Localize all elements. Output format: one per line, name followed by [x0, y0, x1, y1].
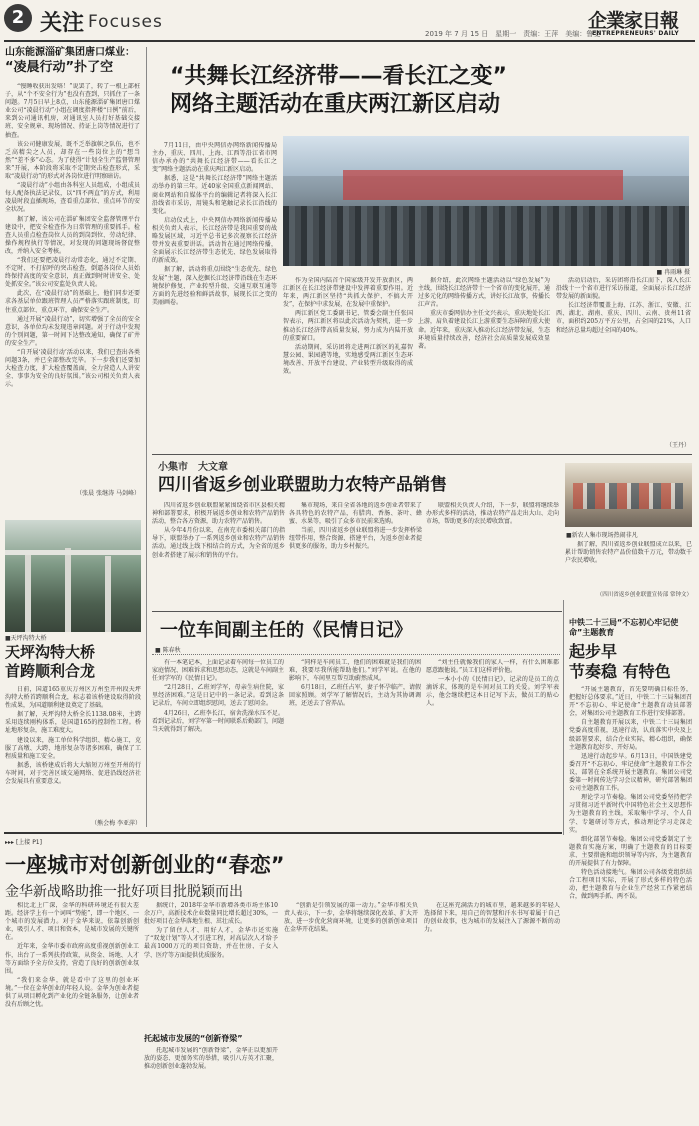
paragraph: 长江经济带覆盖上海、江苏、浙江、安徽、江西、湖北、湖南、重庆、四川、云南、贵州11省市，面积约205万平方公里，占全国的21%，人口和经济总量均超过全国的40%。: [556, 302, 691, 334]
sichuan-byline: （四川省返乡创业联盟宣传部 常钟文）: [596, 592, 692, 598]
column-divider: [146, 47, 147, 827]
section-rule: [152, 611, 562, 612]
bottom-col2: [144, 902, 278, 1002]
section-title: 关注: [40, 11, 85, 36]
left-article-byline: （张晨 张继涛 马剑峰）: [76, 490, 140, 497]
paragraph: 为了留住人才、用好人才，金华市还实施了“双龙计划”等人才引进工程，对高层次人才给予最高1000万元的项目资助，并在住房、子女入学、医疗等方面提供优质服务。: [144, 927, 278, 959]
paragraph: 4月26日，乙班李长江，宿舍洗澡水压不足。看到记录后，刘学军第一时间联系后勤部门，问题当天就得到了解决。: [152, 709, 284, 733]
right-article-title-line1: 起步早: [569, 642, 618, 661]
paragraph: 活动启动后，采访团将沿长江而下，深入长江沿线十一个省市进行采访报道，全面展示长江经济带发展的新面貌。: [556, 277, 691, 301]
paragraph: 日前，国道165重庆万州区万州至开州段天坪沟特大桥首跨顺利合龙，标志着该桥建设取得阶段性成果，为国道顺利建设奠定了基础。: [5, 686, 141, 710]
dotted-rule: [152, 654, 560, 655]
paragraph: “开展主题教育，首先要明确目标任务，把握好总体要求。”近日，中铁二十三局集团召开“不忘初心、牢记使命”主题教育动员部署会，对集团公司主题教育工作进行安排部署。: [569, 686, 692, 718]
paragraph: 据悉，该桥建成后将大大缩短万州至开州的行车时间，对于完善区域交通网络、促进沿线经济社会发展具有重要意义。: [5, 761, 141, 786]
sichuan-side-text: [565, 541, 692, 585]
section-rule: [152, 454, 692, 455]
paragraph: 7月11日，由中央网信办网络新闻传播局主办，重庆、四川、上海、江西等沿江省市网信办承办的“共舞长江经济带——看长江之变”网络主题活动在重庆两江新区启动。: [152, 142, 277, 174]
bottom-col4: [424, 902, 560, 1120]
left-article: [5, 47, 140, 512]
bridge-photo: [5, 520, 141, 632]
paragraph: 细化部署节奏稳。集团公司党委制定了主题教育实施方案，明确了主题教育的目标要求、主要措施和组织领导等内容，为主题教育的开展提供了有力保障。: [569, 835, 692, 867]
paragraph: 据了解，活动将重点围绕“生态优先、绿色发展”主题，深入挖掘长江经济带沿线在生态环境保护修复、产业转型升级、交通互联互通等方面的先进经验和鲜活故事，展现长江之变的美丽画卷。: [152, 266, 277, 306]
paragraph: “自开展‘凌晨行动’活动以来，我们已查出各类问题3条，并已全部整改完毕。下一步我们还要加大检查力度，扩大检查覆盖面，全力营造人人讲安全、事事为安全的良好氛围。”该公司相关负责人表示。: [5, 349, 140, 389]
column-divider: [563, 600, 564, 835]
paragraph: 重庆市委网信办主任文兴表示，重庆地处长江上游，肩负着建设长江上游重要生态屏障的重大使命。近年来，重庆深入推动长江经济带发展，生态环境质量持续改善，经济社会高质量发展成效显著。: [418, 310, 550, 350]
paragraph: 自主题教育开展以来，中铁二十三局集团党委高度重视，迅速行动，认真落实中央及上级部署要求，结合企业实际，精心组织，确保主题教育起好步、开好局。: [569, 719, 692, 751]
sichuan-col2: [289, 502, 422, 607]
paragraph: 该公司健康发展，既不乏举旗帜之队伍，也不乏高精尖之人员，却存在一些岗位上的“想当然”“差不多”心态。为了使得“计划全生产监督管理来”开展，本阶段将采取不定期突击检查形式，采取“凌晨行动”的形式对各岗位进行明察暗访。: [5, 140, 140, 181]
paragraph: 四川省返乡创业联盟紧紧围绕省市区县相关精神和部署要求，积极开展返乡创业和农特产品销售活动，整合各方资源，助力农特产品销售。: [152, 502, 285, 526]
paragraph: 在这座充满活力的城市里，越来越多的年轻人选择留下来，用自己的智慧和汗水书写着属于自己的创业故事，也为城市的发展注入了源源不断的动力。: [424, 902, 560, 934]
paragraph: 通过开展“凌晨行动”，切实增强了全员的安全意识，各单位均未发现违章问题。对于行动中发现的个别问题，第一时间下达整改通知，确保了矿井的安全生产。: [5, 315, 140, 347]
paragraph: “我们还要把凌晨行动常态化，通过不定期、不定时、不打招呼的突击检查，倒逼各岗位人员始终保持高度的安全意识，真正做到时时讲安全、处处抓安全。”该公司安监处负责人说。: [5, 256, 140, 289]
diary-title: 一位车间副主任的《民情日记》: [160, 620, 412, 641]
paragraph: 近年来，金华市委市政府高度重视创新创业工作，出台了一系列扶持政策，从资金、场地、人才等方面给予全方位支持，营造了良好的创新创业氛围。: [5, 943, 139, 975]
bridge-body: [5, 686, 141, 816]
paragraph: 据统计，2018年金华市新增各类市场主体10余万户，高新技术企业数量同比增长超过30%，一批好项目在金华落地生根、茁壮成长。: [144, 902, 278, 926]
paragraph: 两江新区党工委副书记、管委会副主任张国智表示，两江新区将以此次活动为契机，进一步推动长江经济带高质量发展，努力成为内陆开放的重要窗口。: [283, 310, 413, 342]
paragraph: 当前，四川省返乡创业联盟将进一步发挥桥梁纽带作用，整合资源、搭建平台，为返乡创业者提供更多的服务，助力乡村振兴。: [289, 527, 422, 551]
right-article-body: [569, 686, 692, 1118]
sichuan-col1: [152, 502, 285, 607]
photo-credit: ■ 冉雨琳 摄: [656, 269, 690, 276]
bottom-col1: [5, 902, 139, 1120]
paragraph: 从今年4月份以来，在南充市委相关部门的指导下，联盟举办了一系列返乡创业和农特产品销售活动。通过线上线下相结合的方式，为全省的返乡创业者搭建了展示和销售的平台。: [152, 527, 285, 559]
paragraph: 相比北上广深，金华的科研环境还有很大差距。经济学上有一个词叫“势能”，即一个地区、一个城市的发展潜力。对于金华来说，依靠创新创业，吸引人才、项目和资本，是城市发展的关键所在。: [5, 902, 139, 942]
bottom-col2b: [144, 1047, 278, 1120]
diary-author: ■ 陈春秋: [155, 647, 181, 654]
paragraph: 有一本笔记本，上面记录着车间每一位员工的家庭情况、困难诉求和思想动态，这就是车间副主任刘学军的《民情日记》。: [152, 659, 284, 683]
main-article-col2: [283, 277, 413, 449]
header-rule: [4, 40, 695, 42]
paragraph: 迅速行动起步早。6月13日，中国铁建党委召开“不忘初心、牢记使命”主题教育工作会议，部署在全系统开展主题教育。集团公司党委第一时间传达学习会议精神，研究部署集团公司主题教育工作。: [569, 752, 692, 793]
sichuan-title: 四川省返乡创业联盟助力农特产品销售: [158, 475, 447, 495]
main-title-line1: “共舞长江经济带——看长江之变”: [170, 64, 507, 89]
paragraph: 一本小小的《民情日记》，记录的是员工的点滴诉求，体现的是车间对员工的关爱。刘学军表示，他会继续把这本日记写下去，做员工的贴心人。: [426, 676, 559, 708]
paragraph: “凌晨行动”小组由各科室人员组成，小组成员每人配备执法记录仪，以“四不两直”的方式，利用凌晨时段直插现场，查看重点部位、重点环节的安全状况。: [5, 182, 140, 214]
paragraph: 据介绍，此次网络主题活动以“绿色发展”为主线，围绕长江经济带十一个省市的变化展开，通过多元化的网络传播方式，讲好长江故事，传播长江声音。: [418, 277, 550, 309]
sichuan-photo-caption: ■新农人集市现场热闹非凡: [566, 532, 638, 539]
left-article-kicker: 山东能源淄矿集团唐口煤业：: [5, 47, 135, 58]
paragraph: “刘主任就像我们的家人一样，有什么困难都愿意跟他说。”员工们这样评价他。: [426, 659, 559, 675]
main-article-photo: [283, 136, 689, 266]
bottom-article-title: 一座城市对创新创业的“春恋”: [5, 853, 285, 877]
diary-col1: [152, 659, 284, 827]
left-article-title: “凌晨行动”扑了空: [5, 60, 114, 75]
right-article-title-line2: 节奏稳 有特色: [569, 662, 671, 681]
bridge-title-line2: 首跨顺利合龙: [5, 662, 96, 680]
section-rule: [4, 832, 562, 834]
paragraph: 联盟相关负责人介绍，下一步，联盟将继续举办形式多样的活动，推动农特产品走出大山、走向市场，帮助更多的农民增收致富。: [426, 502, 559, 526]
main-title-line2: 网络主题活动在重庆两江新区启动: [170, 92, 501, 117]
sichuan-photo: [565, 463, 692, 527]
paragraph: 特色活动接地气。集团公司各级党组织结合工程项目实际，开展了形式多样的特色活动，把主题教育与企业生产经营工作紧密结合，做到两手抓、两不误。: [569, 869, 692, 901]
main-article-col4: [556, 277, 691, 437]
page-number: 2: [4, 4, 32, 32]
paragraph: 建设以来，施工单位科学组织、精心施工，克服了高墩、大跨、地形复杂等诸多困难，确保了工程质量和施工安全。: [5, 736, 141, 760]
paragraph: “创新是引领发展的第一动力。”金华市相关负责人表示，下一步，金华将继续深化改革、扩大开放，进一步优化营商环境，让更多的创新创业项目在金华开花结果。: [284, 902, 418, 934]
bridge-byline: （熊会梅 李亚萍）: [91, 820, 141, 827]
paragraph: 据了解，该公司在淄矿集团安全监督管理平台建设中，把安全检查作为日常管理的重要抓手。检查人员重点检查岗位人员的到岗到位、劳动纪律、操作规程执行等情况，对发现的问题现场督促整改，并纳入安全考核。: [5, 215, 140, 255]
paragraph: 此次，在“凌晨行动”的基础上，他们同步还要求各基层单位跟班管理人员严格落实跟班制度，盯住重点部位、重点环节，确保安全生产。: [5, 290, 140, 314]
main-article-col3: [418, 277, 550, 449]
paragraph: “同样是车间员工，他们的困难就是我们的困难，我要尽我所能帮助他们。”刘学军说。在他的影响下，车间里互帮互助蔚然成风。: [289, 659, 421, 683]
paragraph: 6月18日，乙班任占军，妻子怀孕临产，请假回家照顾。刘学军了解情况后，主动为其协调调班，还送去了营养品。: [289, 684, 421, 708]
left-article-body: [5, 83, 140, 488]
diary-col2: [289, 659, 421, 827]
bridge-photo-caption: ■天坪沟特大桥: [5, 635, 47, 642]
right-article-kicker: 中铁二十三局“不忘初心牢记使命”主题教育: [569, 618, 679, 637]
paragraph: 集市现场，来自全省各地的返乡创业者带来了各具特色的农特产品，有腊肉、香肠、茶叶、蜂蜜、水果等，吸引了众多市民前来选购。: [289, 502, 422, 526]
main-article-byline: （王丹）: [665, 442, 690, 449]
paragraph: 作为全国内陆首个国家级开发开放新区，两江新区在长江经济带建设中发挥着重要作用。近年来，两江新区坚持“共抓大保护、不搞大开发”，在保护中求发展，在发展中重保护。: [283, 277, 413, 309]
paragraph: 活动期间，采访团将走进两江新区的礼嘉智慧公园、果园港等地，实地感受两江新区生态环境改善、开放平台建设、产业转型升级取得的成效。: [283, 343, 413, 376]
bottom-col3: [284, 902, 418, 1120]
diary-col3: [426, 659, 559, 827]
paragraph: “2月28日，乙班刘学军，母亲生病住院，家里经济困难。”这是日记中的一条记录。看到这条记录后，车间立即组织慰问，送去了慰问金。: [152, 684, 284, 708]
issue-info: 2019 年 7 月 15 日 星期一 责编：王萍 美编：鲁斐: [425, 30, 601, 38]
paragraph: 理论学习节奏稳。集团公司党委坚持把学习贯彻习近平新时代中国特色社会主义思想作为主题教育的主线，采取集中学习、个人自学、专题研讨等方式，推动理论学习走深走实。: [569, 794, 692, 834]
newspaper-logo: 企業家日報: [588, 10, 679, 32]
paragraph: 启动仪式上，中央网信办网络新闻传播局相关负责人表示，长江经济带是我国重要的战略发展区域，习近平总书记多次视察长江经济带并发表重要讲话。活动旨在通过网络传播，全面展示长江经济带生态优先、绿色发展取得的新成效。: [152, 216, 277, 265]
paragraph: “我们来金华，就是看中了这里的创业环境。”一位在金华创业的年轻人说。金华为创业者提供了从项目孵化到产业化的全链条服务，让创业者没有后顾之忧。: [5, 976, 139, 1009]
sichuan-kicker: 小集市 大文章: [158, 462, 228, 473]
continued-from-label: ▸▸▸ [上接 P1]: [5, 839, 42, 846]
paragraph: 托起城市发展的“创新脊梁”，金华正以更加开放的姿态、更加务实的举措，吸引八方英才汇聚，推动创新创业蓬勃发展。: [144, 1047, 278, 1071]
paragraph: 据了解，四川省返乡创业联盟成立以来，已累计帮助销售农特产品价值数千万元，带动数千户农民增收。: [565, 541, 692, 565]
paragraph: 据了解，天坪沟特大桥全长1138.08米，主跨采用连续刚构体系，是国道165的控制性工程。桥址地形复杂，施工难度大。: [5, 711, 141, 735]
bottom-subhead: 托起城市发展的“创新脊梁”: [144, 1034, 243, 1043]
bridge-title-line1: 天坪沟特大桥: [5, 643, 96, 661]
newspaper-logo-en: ENTREPRENEURS' DAILY: [592, 30, 679, 37]
paragraph: 据悉，这是“共舞长江经济带”网络主题活动举办的第三年。近40家全国重点新闻网站、商业网站和自媒体平台的编辑记者将深入长江沿线省市采访，用镜头和笔触记录长江沿线的变化。: [152, 175, 277, 215]
sichuan-col3: [426, 502, 559, 607]
section-title-en: Focuses: [88, 12, 163, 32]
bottom-article-subtitle: 金华新战略助推一批好项目批脱颖而出: [5, 884, 243, 900]
paragraph: “慢睡收获出发咯！”说罢了，转了一根上部桩子，从“个不安全行为”也没有查到，只抓住了一条问题。7月5日早上8点，山东能源淄矿集团唐口煤业公司“凌晨行动”小组在调度指挥楼“日例”前后，来到公司通讯机房，对通讯室人员打好基础交接班、安全规章、现场情况、持证上岗等情况进行了抽查。: [5, 83, 140, 139]
main-article-col1: [152, 142, 277, 450]
